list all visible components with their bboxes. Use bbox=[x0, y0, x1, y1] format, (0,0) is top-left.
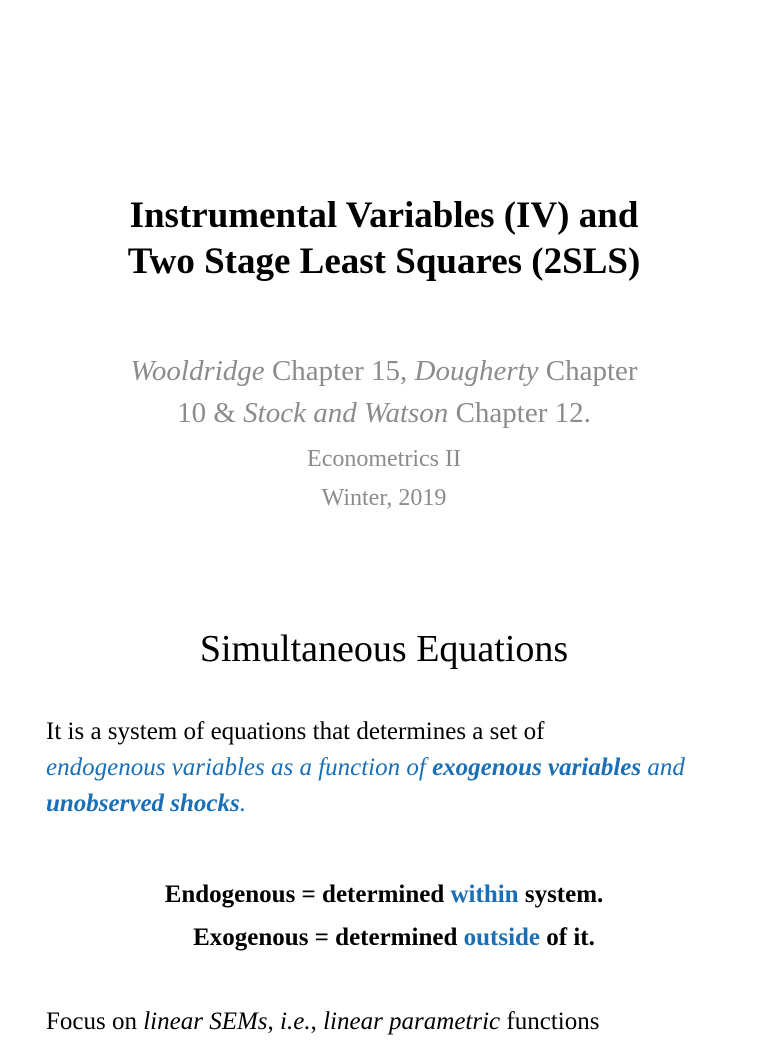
focus-comma-1: , bbox=[267, 1008, 281, 1035]
focus-comma-2: , bbox=[310, 1008, 324, 1035]
endogenous-phrase: endogenous variables as a function of bbox=[46, 754, 433, 781]
course-name: Econometrics II bbox=[307, 446, 461, 472]
paragraph-intro: It is a system of equations that determines a set of bbox=[46, 718, 545, 745]
chapter-ref-3: Chapter 12. bbox=[448, 397, 591, 429]
focus-statement bbox=[46, 1004, 766, 1040]
definitions-block bbox=[0, 873, 768, 959]
linear-sems-term: linear SEMs bbox=[143, 1008, 268, 1035]
slide-title: Simultaneous Equations bbox=[199, 628, 569, 670]
author-dougherty: Dougherty bbox=[414, 355, 539, 387]
title-line-2: Two Stage Least Squares (2SLS) bbox=[127, 241, 641, 282]
presentation-title bbox=[0, 193, 768, 285]
exogenous-def-tail: of it. bbox=[540, 924, 595, 951]
exogenous-variables-term: exogenous variables bbox=[432, 754, 642, 781]
title-line-1: Instrumental Variables (IV) and bbox=[129, 195, 639, 236]
content-slide bbox=[0, 580, 768, 1035]
chapter-ref-2b: 10 & bbox=[177, 397, 244, 429]
conjunction-and: and bbox=[641, 754, 685, 781]
endogenous-def-lead: Endogenous = determined bbox=[164, 881, 451, 908]
chapter-ref-2: Chapter bbox=[538, 355, 638, 387]
unobserved-shocks-term: unobserved shocks bbox=[46, 790, 240, 817]
author-stock-watson: Stock and Watson bbox=[243, 397, 449, 429]
endogenous-def-tail: system. bbox=[518, 881, 604, 908]
definition-paragraph bbox=[46, 714, 726, 822]
reading-references bbox=[0, 350, 768, 434]
paragraph-period: . bbox=[239, 790, 247, 817]
author-wooldridge: Wooldridge bbox=[130, 355, 265, 387]
references-line-1 bbox=[0, 350, 768, 392]
course-info bbox=[0, 440, 768, 518]
linear-parametric-term: linear parametric bbox=[323, 1008, 501, 1035]
course-term: Winter, 2019 bbox=[321, 485, 447, 511]
ie-abbrev: i.e. bbox=[280, 1008, 311, 1035]
chapter-ref-1: Chapter 15, bbox=[264, 355, 415, 387]
focus-lead: Focus on bbox=[46, 1008, 144, 1035]
outside-keyword: outside bbox=[463, 924, 541, 951]
endogenous-definition bbox=[0, 873, 768, 916]
focus-tail: functions bbox=[500, 1008, 600, 1035]
exogenous-definition bbox=[0, 916, 768, 959]
exogenous-def-lead: Exogenous = determined bbox=[193, 924, 464, 951]
references-line-2 bbox=[0, 392, 768, 434]
within-keyword: within bbox=[450, 881, 519, 908]
